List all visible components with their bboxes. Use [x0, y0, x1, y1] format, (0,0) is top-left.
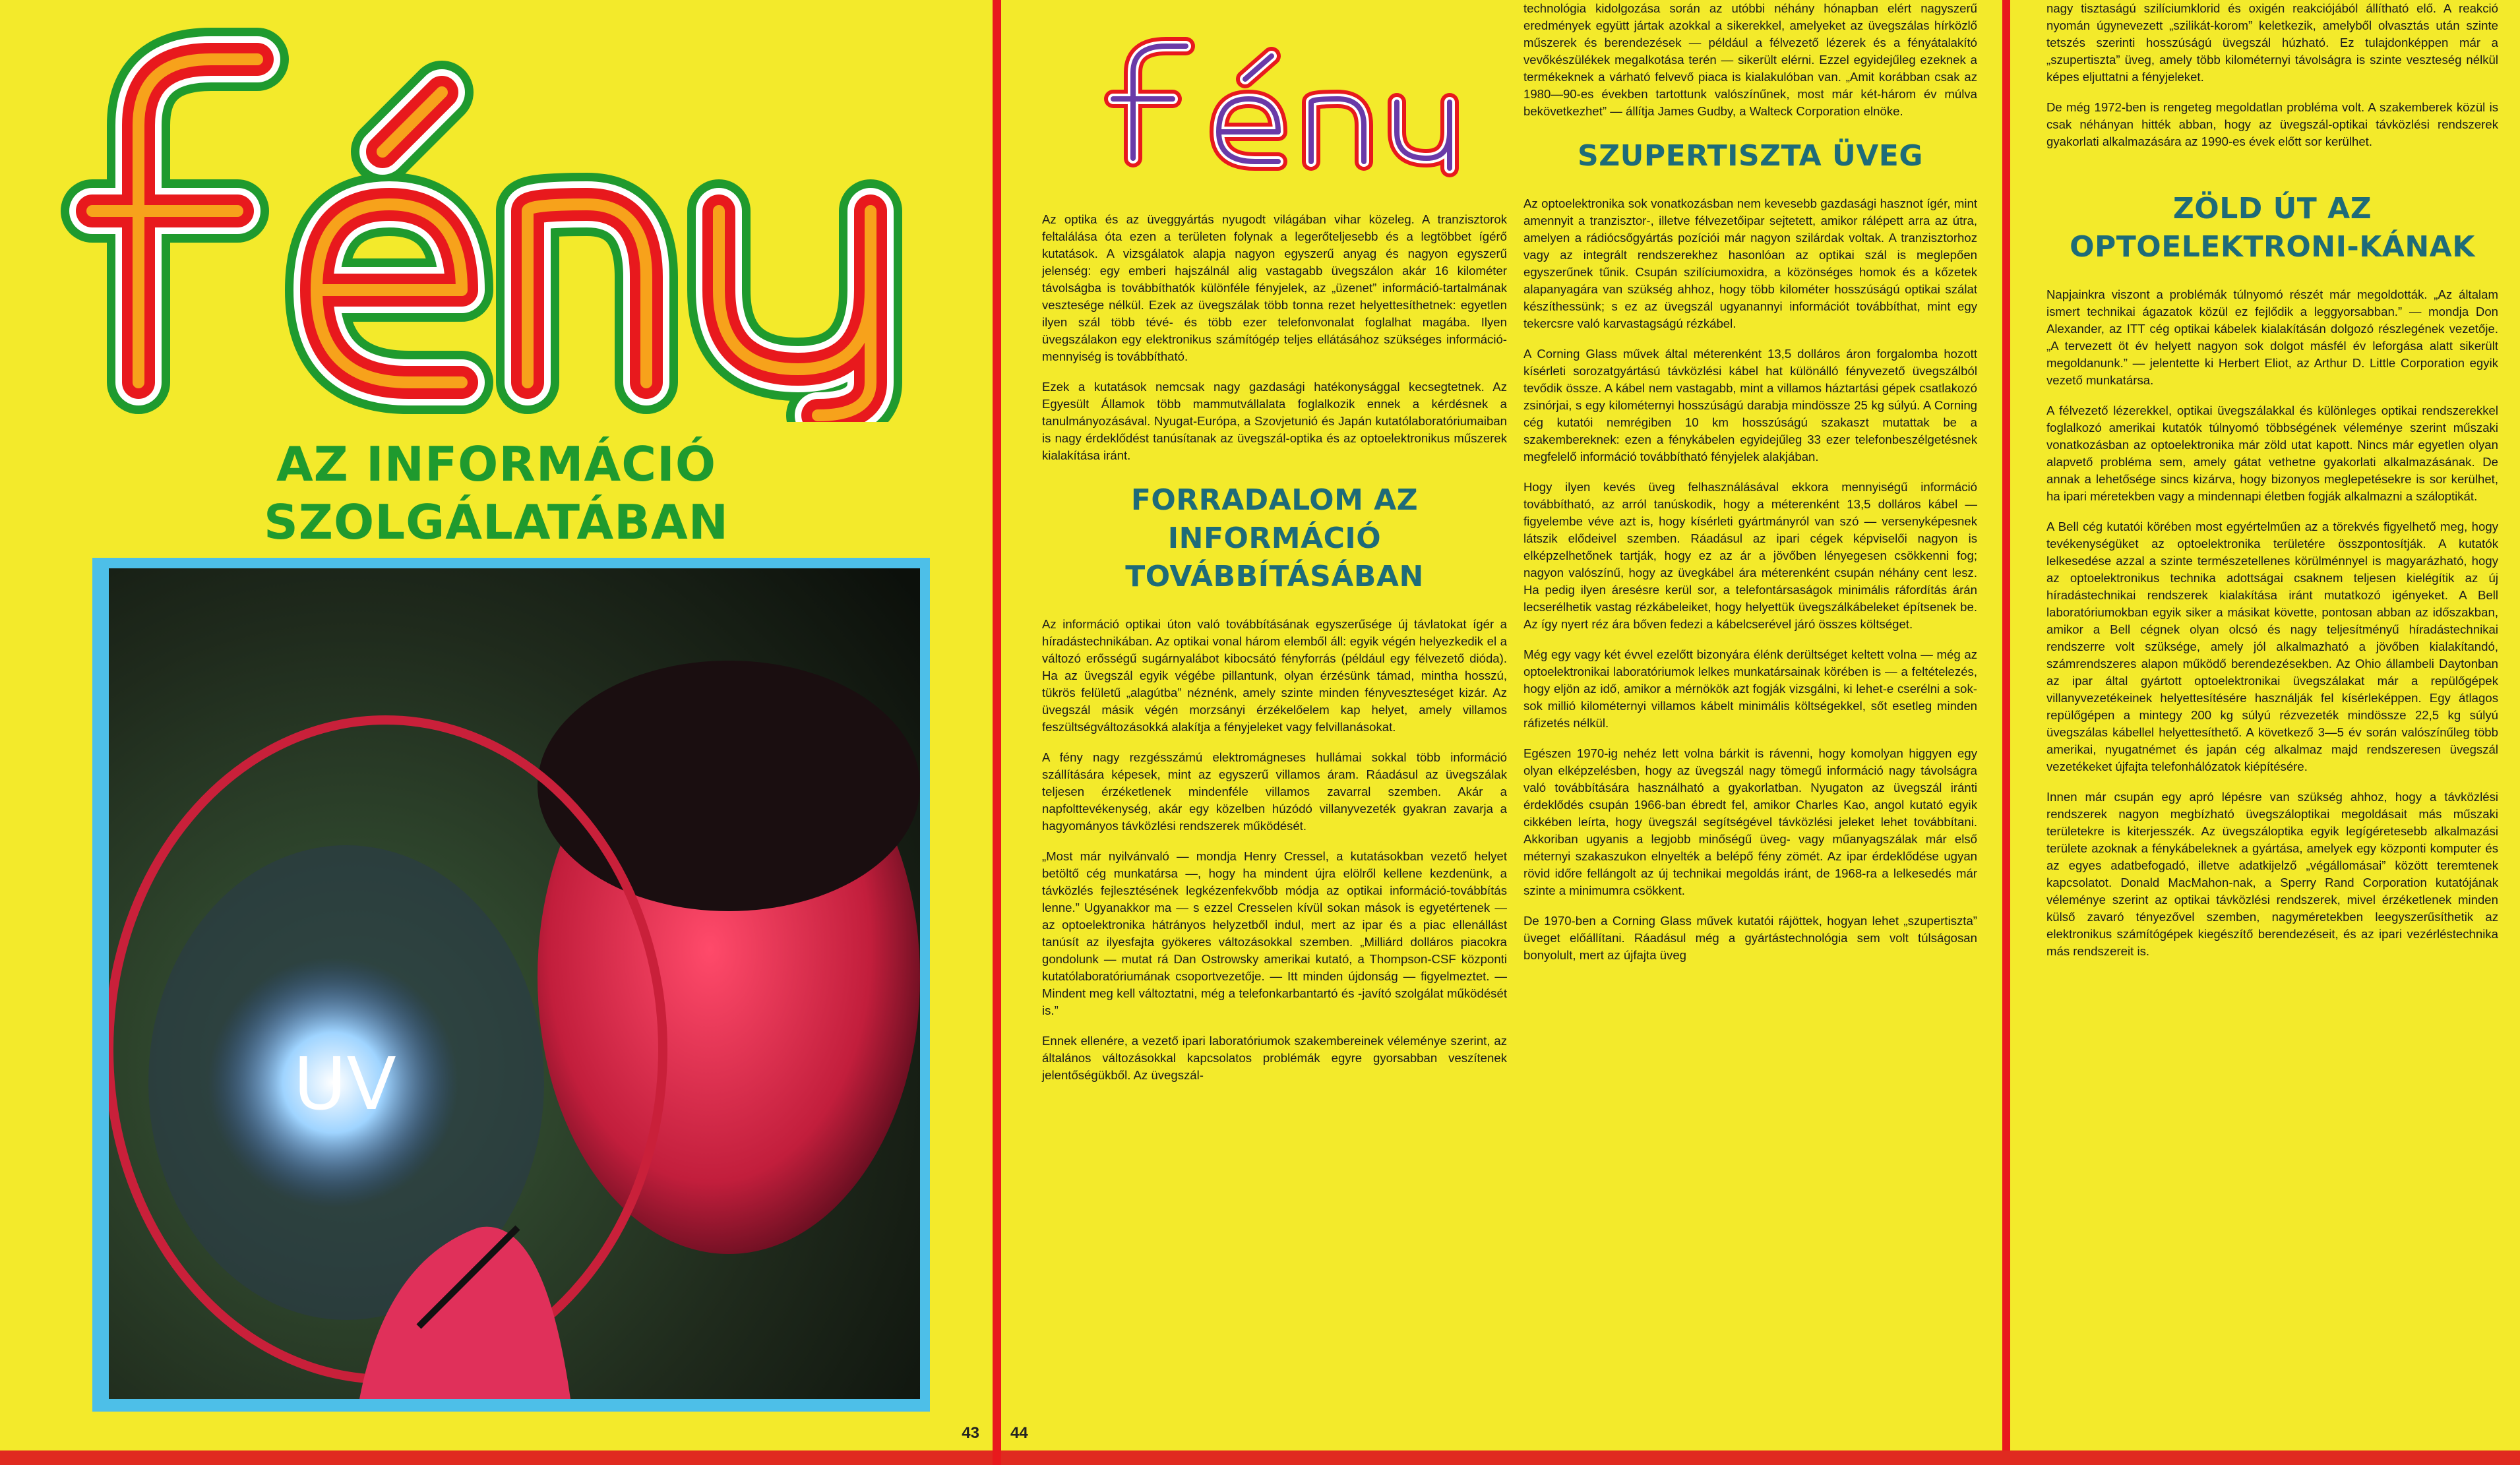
- intro-paragraph-2: Ezek a kutatások nemcsak nagy gazdasági hatékonysággal kecsegtetnek. Az Egyesült Államok több mammutvállalata foglalkozik ennek a kérdésnek a tanulmányozásával. Nyugat-Európa, a Szovjetunió és Japán kutatólaboratóriumaiban is nagy érdeklődést tanúsítanak az üvegszál-optika és az optoelektronikus műszerek kialakítása iránt.: [1042, 380, 1507, 462]
- heading-zold-ut: ZÖLD ÚT AZ OPTOELEKTRONI-KÁNAK: [2070, 192, 2475, 264]
- bottom-red-band-right: [1001, 1450, 2520, 1465]
- b-paragraph-1: technológia kidolgozása során az utóbbi néhány hónapban elért nagyszerű eredmények együtt jártak azokkal a sikerekkel, amelyeket az üvegszálas hírközlő műszerek és berendezések — például a félvezető lézerek és a fényátalakító vevőkészülékek megalkotása terén — sikerült elérni. Ezzel egyidejűleg ezeknek a termékeknek a várható felvevő piaca is kialakulóban van. „Amit korábban csak az 1980—90-es években tartottunk valószínűnek, most már két-három év múlva bekövetkezhet” — állítja James Gudby, a Walteck Corporation elnöke.: [1523, 1, 1977, 118]
- forradalom-paragraph-2: A fény nagy rezgésszámú elektromágneses hullámai sokkal több információ szállítására képesek, mint az egyszerű villamos áram. Ráadásul az üvegszálak teljesen érzéketlenek mindenféle villamos zavarral szemben. Akár a napfolttevékenység, akár egy közelben húzódó villanyvezeték gyakran zavarja a hagyományos távközlési rendszerek működését.: [1042, 750, 1507, 833]
- column-a: [1042, 211, 1507, 1097]
- c-paragraph-2: De még 1972-ben is rengeteg megoldatlan probléma volt. A szakemberek közül is csak néhányan hitték abban, hogy az üvegszál-optikai távközlési rendszerek gyakorlati alkalmazására az 1990-es évek előtt sor kerülhet.: [2046, 100, 2498, 148]
- title-text-hidden: Fény: [40, 13, 42, 14]
- forradalom-paragraph-4: Ennek ellenére, a vezető ipari laboratóriumok szakembereinek véleménye szerint, az általános változásokkal kapcsolatos problémák egyre gyorsabban veszítenek jelentőségükből. Az üvegszál-: [1042, 1034, 1507, 1082]
- page-number-44: 44: [1010, 1424, 1028, 1442]
- szupertiszta-paragraph-6: De 1970-ben a Corning Glass művek kutatói rájöttek, hogyan lehet „szupertiszta” üveget előállítani. Ráadásul még a gyártástechnológia sem volt túlságosan bonyolult, mert az újfajta üveg: [1523, 914, 1977, 962]
- zold-paragraph-1: Napjainkra viszont a problémák túlnyomó részét már megoldották. „Az általam ismert technikai ágazatok közül ez fejlődik a leggyorsabban.” — mondja Don Alexander, az ITT cég optikai kábelek kialakításán dolgozó részlegének vezetője. „A tervezett öt év helyett nagyon sok dolgot másfél év leforgása alatt sikerült megoldanunk.” — jelentette ki Herbert Eliot, az Arthur D. Little Corporation egyik vezető munkatársa.: [2046, 287, 2498, 387]
- heading-szupertiszta: SZUPERTISZTA ÜVEG: [1578, 139, 1923, 173]
- column-c: [2046, 0, 2498, 973]
- bottom-red-band: [0, 1450, 993, 1465]
- subtitle: [0, 435, 993, 551]
- page-43: [0, 0, 993, 1465]
- subtitle-line-1: AZ INFORMÁCIÓ: [276, 436, 717, 492]
- forradalom-paragraph-3: „Most már nyilvánvaló — mondja Henry Cressel, a kutatásokban vezető helyet betöltő cég munkatársa —, hogy ha mindent újra elölről kellene kezdenünk, a távközlés fejlesztésének legkézenfekvőbb módja az optikai információ-továbbítás lenne.” Ugyanakkor ma — s ezzel Cresselen kívül sokan mások is egyetértenek — az optoelektronika hátrányos helyzetből indul, mert az ipar és a piac ellenállást tanúsít az ilyesfajta gyökeres változásokkal szemben. „Milliárd dolláros piacokra gondolunk — mutat rá Dan Ostrowsky amerikai kutató, a Thompson-CSF központi kutatólaboratóriumának csoportvezetője. — Itt minden újdonság — figyelmeztet. — Mindent meg kell változtatni, még a telefonkarbantartó és -javító szolgálat működését is.”: [1042, 849, 1507, 1017]
- subtitle-line-2: SZOLGÁLATÁBAN: [263, 494, 729, 550]
- column-divider-red: [2002, 0, 2010, 1450]
- szupertiszta-paragraph-5: Egészen 1970-ig nehéz lett volna bárkit is rávenni, hogy komolyan higgyen egy olyan elképzelésben, hogy az üvegszál nagy tömegű információ nagy távolságra való továbbítására használható a gyakorlatban. Nyugaton az üvegszál iránti érdeklődés csupán 1966-ban ébredt fel, amikor Charles Kao, angol kutató egyik cikkében leírta, hogy üvegszál segítségével távközlési jeleket lehet továbbítani. Akkoriban ugyanis a legjobb minőségű üveg- vagy műanyagszálak már első méternyi szakaszukon elnyelték a belépő fény zömét. Az ipar érdeklődése ugyan rövid időre fellángolt az új technikai megoldás iránt, de 1968-ra a lelkesedés már szinte a minimumra csökkent.: [1523, 746, 1977, 897]
- page-44: [1001, 0, 2520, 1465]
- szupertiszta-paragraph-2: A Corning Glass művek által méterenként 13,5 dolláros áron forgalomba hozott kísérleti sorozatgyártású távközlési kábel hat különálló fényvezető üvegszálból tevődik össze. A kábel nem vastagabb, mint a villamos háztartási gépek csatlakozó zsinórjai, s egy kilométernyi hosszúságú darabja mindössze 25 kg súlyú. A Corning cég kutatói nemrégiben 10 km hosszúságú szakaszt mutattak be a szakembereknek: ezen a fénykábelen egyidejűleg 33 ezer telefonbeszélgetésnek megfelelő információ továbbítható fényjelek alakjában.: [1523, 347, 1977, 463]
- page-number-43: 43: [962, 1424, 979, 1442]
- intro-paragraph-1: Az optika és az üveggyártás nyugodt világában vihar közeleg. A tranzisztorok feltalálása óta ezen a területen folynak a legerőteljesebb és a legtöbbet ígérő kutatások. A vizsgálatok alapja nagyon egyszerű anyag és nagyon egyszerű jelenség: egy emberi hajszálnál alig vastagabb üvegszálon akár 16 kilométer távolságba is továbbíthatók különféle fényjelek, az „üzenet” információ-tartalmának vesztesége nélkül. Ezek az üvegszálak több tonna rezet helyettesíthetnek: egyetlen ilyen szál több tévé- és több ezer telefonvonalat foglalhat magába. Ilyen üvegszálakon egy elektronikus számítógép teljes ellátásához szükséges információ-mennyiség is továbbítható.: [1042, 212, 1507, 363]
- feny-small-title-art: [1093, 26, 1463, 178]
- zold-paragraph-3: A Bell cég kutatói körében most egyértelműen az a törekvés figyelhető meg, hogy tevékenységüket az optoelektronika területére összpontosítják. A kutatók lelkesedése azzal a szinte természetellenes körülménnyel is magyarázható, hogy az optoelektronikus technika adottságai csaknem teljesen kielégítik az új híradástechnikai rendszerek kialakítása iránt mutatkozó igényeket. A Bell laboratóriumokban egyik siker a másikat követte, pontosan abban az időszakban, amikor a Bell cégnek olyan olcsó és nagy teljesítményű híradástechnikai rendszerre volt szüksége, amely jól alkalmazható a jövőben kialakítandó, számrendszeres alapon működő berendezésekben. Az Ohio állambeli Daytonban az ipar által gyártott optoelektronikai üvegszálakat már a repülőgépek villanyvezetékeinek helyettesítésére használják fel kísérleképpen. Egy átlagos repülőgépen a mintegy 200 kg súlyú rézvezeték mindössze 22,5 kg súlyú üvegszálas kábellel helyettesíthető. A következő 3—5 év során valószínűleg több amerikai, nyugatnémet és japán cég alkalmaz majd rendszeresen üvegszál vezetékeket újfajta telefonhálózatok kiépítésére.: [2046, 520, 2498, 773]
- szupertiszta-paragraph-4: Még egy vagy két évvel ezelőtt bizonyára élénk derültséget keltett volna — még az optoelektronikai laboratóriumok lelkes munkatársainak körében is — a feltételezés, hogy eljön az idő, amikor a mérnökök azt fogják vizsgálni, ki lehet-e cserélni a sok-sok millió kilométernyi villamos kábelt minimális költségekkel, sőt esetleg minden ráfizetés nélkül.: [1523, 647, 1977, 730]
- heading-forradalom: FORRADALOM AZ INFORMÁCIÓ TOVÁBBÍTÁSÁBAN: [1125, 483, 1424, 593]
- spine-red-gutter: [993, 0, 1001, 1465]
- zold-paragraph-4: Innen már csupán egy apró lépésre van szükség ahhoz, hogy a távközlési rendszerek nagyon megbízható üvegszáloptikai megoldásait más műszaki területekre is kiterjesszék. Az üvegszáloptika egyik legígéretesebb alkalmazási területe azoknak a fénykábeleknek a gyártása, amelyek egy központi komputer és az egyes adatbefogadó, illetve adatkijelző „végállomásai” között teremtenek kapcsolatot. Donald MacMahon-nak, a Sperry Rand Corporation kutatójának véleménye szerint az optikai távközlési rendszerek, mivel érzéketlenek minden külső zavaró tényezővel szemben, nagyméretekben leegyszerűsíthetik az elektronikus számítógépek kiegészítő berendezéseit, és az ipari vezérléstechnika más rendszereit is.: [2046, 790, 2498, 958]
- c-paragraph-1: nagy tisztaságú szilíciumklorid és oxigén reakciójából állítható elő. A reakció nyomán úgynevezett „szilikát-korom” keletkezik, amelyből olvasztás után szinte tetszés szerinti hosszúságú üvegszál húzható. Ez tulajdonképpen már a „szupertiszta” üveg, amely több kilométernyi távolságra is szinte veszteség nélkül képes eljuttatni a fényjeleket.: [2046, 1, 2498, 84]
- photo-man-with-uv-lamp: [109, 568, 920, 1399]
- szupertiszta-paragraph-3: Hogy ilyen kevés üveg felhasználásával ekkora mennyiségű információ továbbítható, az arról tanúskodik, hogy a méterenként 13,5 dolláros kábel — figyelembe véve azt is, hogy kísérleti gyártmányról van szó — versenyképesnek látszik elődeivel szemben. Ráadásul az ipari cégek képviselői nagyon is elképzelhetőnek tartják, hogy ez az ár a jövőben lényegesen csökkenni fog; nagyon valószínű, hogy az üvegkábel ára méterenként csupán néhány cent lesz. Ha pedig ilyen áresésre kerül sor, a telefontársaságok minimális ráfordítás árán lecserélhetik vastag rézkábeleiket, hogy helyettük üvegszálkábeleket építsenek be. Az így nyert réz ára bőven fedezi a kábelcserével járó összes költséget.: [1523, 480, 1977, 631]
- feny-title-art: [40, 13, 976, 422]
- small-title-text-hidden: Fény: [1093, 26, 1095, 27]
- uv-glow-text: UV: [293, 1042, 396, 1126]
- title-letters: [92, 59, 871, 415]
- forradalom-paragraph-1: Az információ optikai úton való továbbításának egyszerűsége új távlatokat ígér a híradástechnikában. Az optikai vonal három elemből áll: egyik végén helyezkedik el a változó erősségű sugárnyalábot kibocsátó fényforrás (például egy félvezető dióda). Ha az üvegszál egyik végébe pillantunk, olyan érzésünk támad, mintha hosszú, tükrös felületű „alagútba” néznénk, amely szinte minden fényveszteséget kizár. Az üvegszál másik végén morzsányi érzékelőelem kap helyet, amely villamos feszültségváltozásokká alakítja a fényjeleket vagy felvillanásokat.: [1042, 617, 1507, 734]
- column-b: [1523, 0, 1977, 977]
- szupertiszta-paragraph-1: Az optoelektronika sok vonatkozásban nem kevesebb gazdasági hasznot ígér, mint amennyit a tranzisztor-, illetve félvezetőipar sejtetett, amikor rálépett arra az útra, amelyen a rádiócsőgyártás pozíciói már nagyon szilárdak voltak. A tranzisztorhoz vagy az integrált rendszerekhez hasonlóan az optikai szál is meglepően egyszerűnek tűnik. Csupán szilíciumoxidra, a közönséges homok és a kőzetek alapanyagára van szükség ahhoz, hogy több kilométer hosszúságú optikai szálat készíthessünk; s ez az üvegszál ugyanannyi információt továbbíthat, mint egy tekercsre való karvastagságú rézkábel.: [1523, 196, 1977, 330]
- zold-paragraph-2: A félvezető lézerekkel, optikai üvegszálakkal és különleges optikai rendszerekkel foglalkozó amerikai kutatók túlnyomó többségének véleménye szerint műszaki vonatkozásban az optoelektronika már zöld utat kapott. Nincs már egyetlen olyan alapvető probléma sem, amely gátat vethetne gyakorlati alkalmazásának. De annak a lehetősége sincs kizárva, hogy bizonyos meglepetésekre is sor kerülhet, ha ipari méretekben vagy a mindennapi életben fogják alkalmazni a száloptikát.: [2046, 404, 2498, 503]
